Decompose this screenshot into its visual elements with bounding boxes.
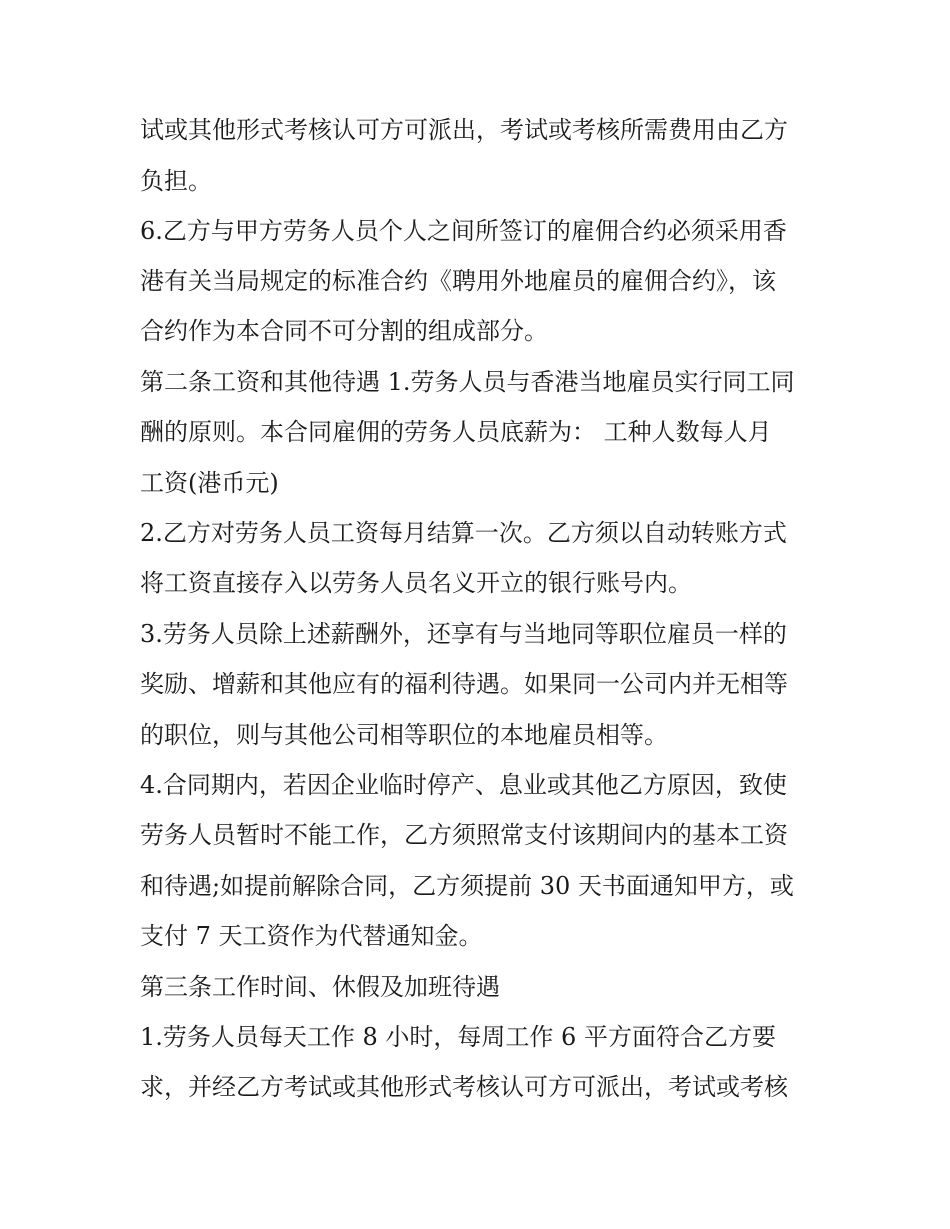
text-line: 和待遇;如提前解除合同，乙方须提前 30 天书面通知甲方，或 <box>140 872 794 900</box>
text-line: 港有关当局规定的标准合约《聘用外地雇员的雇佣合约》，该 <box>140 267 776 295</box>
text-line: 第三条工作时间、休假及加班待遇 <box>140 973 500 1001</box>
text-line: 负担。 <box>140 167 212 195</box>
text-line: 的职位，则与其他公司相等职位的本地雇员相等。 <box>140 721 668 749</box>
text-line: 试或其他形式考核认可方可派出，考试或考核所需费用由乙方 <box>140 116 788 144</box>
text-line: 合约作为本合同不可分割的组成部分。 <box>140 317 548 345</box>
text-line: 劳务人员暂时不能工作，乙方须照常支付该期间内的基本工资 <box>140 821 788 849</box>
text-line: 第二条工资和其他待遇 1.劳务人员与香港当地雇员实行同工同 <box>140 368 795 396</box>
text-line: 2.乙方对劳务人员工资每月结算一次。乙方须以自动转账方式 <box>140 519 787 547</box>
text-line: 3.劳务人员除上述薪酬外，还享有与当地同等职位雇员一样的 <box>140 620 787 648</box>
text-line: 求，并经乙方考试或其他形式考核认可方可派出，考试或考核 <box>140 1073 788 1101</box>
text-line: 4.合同期内，若因企业临时停产、息业或其他乙方原因，致使 <box>140 771 787 799</box>
text-line: 将工资直接存入以劳务人员名义开立的银行账号内。 <box>140 569 692 597</box>
text-line: 酬的原则。本合同雇佣的劳务人员底薪为： 工种人数每人月 <box>140 418 772 446</box>
text-line: 工资(港币元) <box>140 469 279 497</box>
text-line: 1.劳务人员每天工作 8 小时，每周工作 6 平方面符合乙方要 <box>140 1023 776 1051</box>
text-line: 支付 7 天工资作为代替通知金。 <box>140 922 483 950</box>
text-line: 奖励、增薪和其他应有的福利待遇。如果同一公司内并无相等 <box>140 670 788 698</box>
text-line: 6.乙方与甲方劳务人员个人之间所签订的雇佣合约必须采用香 <box>140 217 787 245</box>
